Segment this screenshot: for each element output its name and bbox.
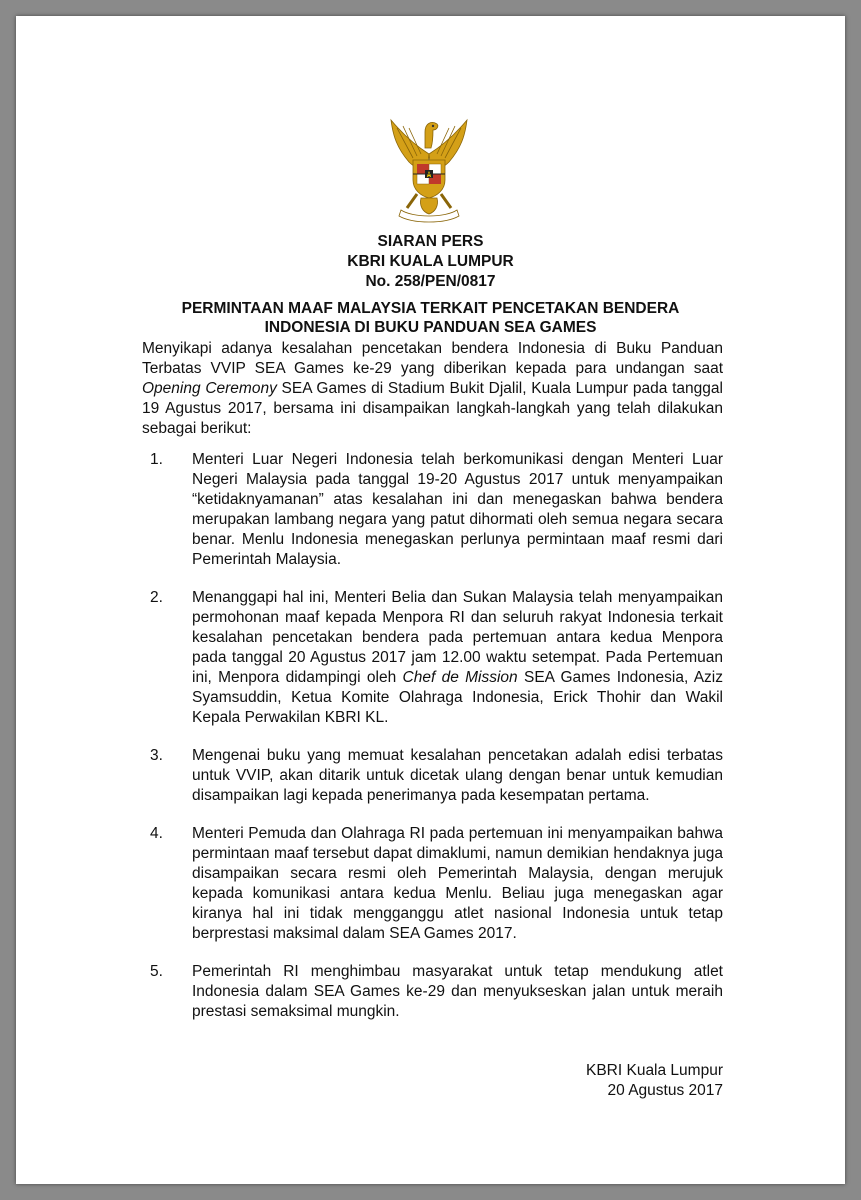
list-item-number: 4. xyxy=(150,825,163,842)
list-item-number: 3. xyxy=(150,747,163,764)
header-line-kbri: KBRI KUALA LUMPUR xyxy=(347,253,514,270)
intro-text-2: SEA Games di Stadium Bukit Djalil, Kuala Lumpur pada tanggal 19 Agustus 2017, bersama ini disampaikan langkah-langkah yang telah dilakukan sebagai berikut: xyxy=(142,380,723,437)
list-item-text xyxy=(192,588,723,728)
signature-block xyxy=(586,1061,723,1101)
intro-text-1: Menyikapi adanya kesalahan pencetakan bendera Indonesia di Buku Panduan Terbatas VVIP SEA Games ke-29 yang diberikan kepada para undangan saat xyxy=(142,340,723,377)
document-title xyxy=(56,299,805,337)
list-item-text-part: SEA Games Indonesia, Aziz Syamsuddin, Ketua Komite Olahraga Indonesia, Erick Thohir dan Wakil Kepala Perwakilan KBRI KL. xyxy=(192,669,723,726)
header-line-number: No. 258/PEN/0817 xyxy=(365,273,496,290)
intro-paragraph xyxy=(142,339,723,439)
intro-italic: Opening Ceremony xyxy=(142,380,277,397)
title-line-2: INDONESIA DI BUKU PANDUAN SEA GAMES xyxy=(264,319,597,336)
list-item-number: 5. xyxy=(150,963,163,980)
list-item-text: Menteri Luar Negeri Indonesia telah berkomunikasi dengan Menteri Luar Negeri Malaysia pada tanggal 19-20 Agustus 2017 untuk menyampaikan “ketidaknyamanan” atas kesalahan ini dan menegaskan bahwa bendera merupakan lambang negara yang patut dihormati oleh semua negara secara benar. Menlu Indonesia menegaskan perlunya permintaan maaf resmi dari Pemerintah Malaysia. xyxy=(192,451,723,568)
list-item-number: 1. xyxy=(150,451,163,468)
list-item xyxy=(146,450,723,570)
numbered-list xyxy=(146,450,723,1040)
list-item xyxy=(146,824,723,944)
list-item-text: Menteri Pemuda dan Olahraga RI pada pertemuan ini menyampaikan bahwa permintaan maaf tersebut dapat dimaklumi, namun demikian hendaknya juga disampaikan secara resmi oleh Pemerintah Malaysia, dengan merujuk kepada komunikasi antara kedua Menlu. Beliau juga menegaskan agar kiranya hal ini tidak mengganggu atlet nasional Indonesia untuk tetap berprestasi maksimal dalam SEA Games 2017. xyxy=(192,825,723,942)
list-item xyxy=(146,962,723,1022)
signature-date: 20 Agustus 2017 xyxy=(607,1082,723,1099)
header-line-siaran-pers: SIARAN PERS xyxy=(377,233,484,250)
press-release-header xyxy=(16,232,845,292)
list-item-italic: Chef de Mission xyxy=(402,669,518,686)
list-item xyxy=(146,588,723,728)
list-item xyxy=(146,746,723,806)
list-item-text: Mengenai buku yang memuat kesalahan pencetakan adalah edisi terbatas untuk VVIP, akan ditarik untuk dicetak ulang dengan benar untuk kemudian disampaikan lagi kepada penerimanya pada kesempatan pertama. xyxy=(192,747,723,804)
signature-place: KBRI Kuala Lumpur xyxy=(586,1062,723,1079)
list-item-text-part: Menanggapi hal ini, Menteri Belia dan Sukan Malaysia telah menyampaikan permohonan maaf kepada Menpora RI dan seluruh rakyat Indonesia terkait kesalahan pencetakan bendera pada pertemuan antara kedua Menpora pada tanggal 20 Agustus 2017 jam 12.00 waktu setempat. Pada Pertemuan ini, Menpora didampingi oleh xyxy=(192,589,723,686)
document-page xyxy=(16,16,845,1184)
list-item-text: Pemerintah RI menghimbau masyarakat untuk tetap mendukung atlet Indonesia dalam SEA Games ke-29 dan menyukseskan jalan untuk meraih prestasi semaksimal mungkin. xyxy=(192,963,723,1020)
garuda-pancasila-emblem xyxy=(383,114,475,224)
list-item-number: 2. xyxy=(150,589,163,606)
title-line-1: PERMINTAAN MAAF MALAYSIA TERKAIT PENCETAKAN BENDERA xyxy=(181,300,680,317)
